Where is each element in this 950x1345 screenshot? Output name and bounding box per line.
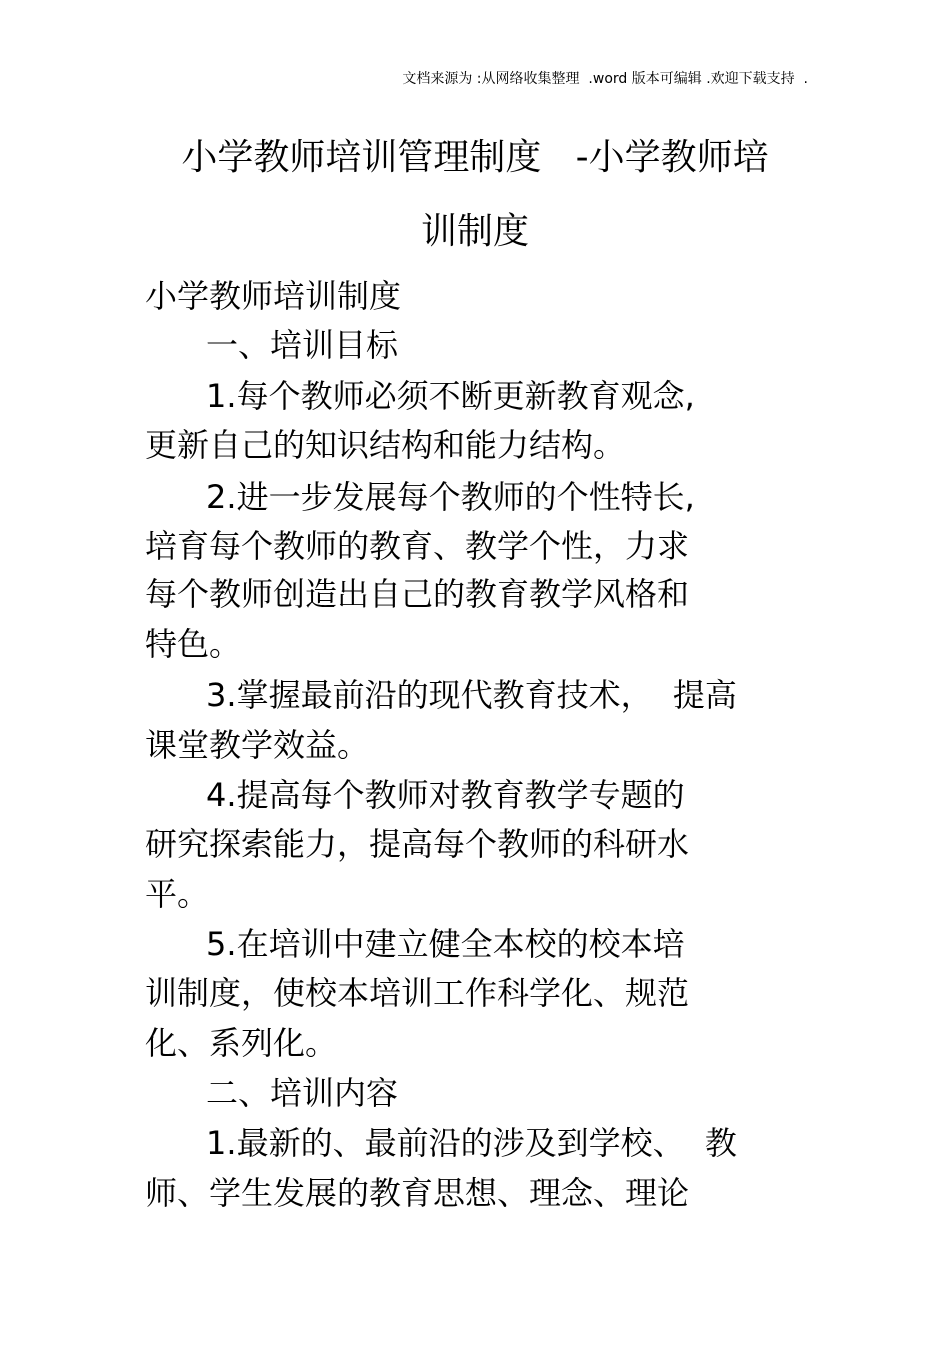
paragraph-line: 5.在培训中建立健全本校的校本培 [145,925,685,963]
paragraph-line: 1.最新的、最前沿的涉及到学校、 教 [145,1124,737,1162]
paragraph-line: 4.提高每个教师对教育教学专题的 [145,776,685,814]
paragraph-line: 特色。 [145,625,242,663]
paragraph-line: 化、系列化。 [145,1024,338,1062]
document-title-line-1: 小学教师培训管理制度 -小学教师培 [181,137,769,178]
paragraph-line: 每个教师创造出自己的教育教学风格和 [145,575,690,613]
paragraph-line: 2.进一步发展每个教师的个性特长, [145,478,695,516]
document-title-line-2: 训制度 [420,211,529,252]
subheading: 一、培训目标 [145,326,399,364]
paragraph-line: 平。 [145,875,210,913]
paragraph-line: 3.掌握最前沿的现代教育技术， 提高 [145,676,737,714]
paragraph-line: 更新自己的知识结构和能力结构。 [145,426,626,464]
paragraph-line: 训制度，使校本培训工作科学化、规范 [145,974,690,1012]
subheading: 二、培训内容 [145,1074,399,1112]
paragraph-line: 师、学生发展的教育思想、理念、理论 [145,1174,690,1212]
paragraph-line: 研究探索能力，提高每个教师的科研水 [145,825,690,863]
header-note: 文档来源为 :从网络收集整理 .word 版本可编辑 .欢迎下载支持 . [402,71,808,87]
paragraph-line: 课堂教学效益。 [145,726,370,764]
paragraph-line: 1.每个教师必须不断更新教育观念, [145,377,695,415]
paragraph-line: 培育每个教师的教育、教学个性，力求 [145,527,690,565]
section-heading: 小学教师培训制度 [145,277,402,315]
